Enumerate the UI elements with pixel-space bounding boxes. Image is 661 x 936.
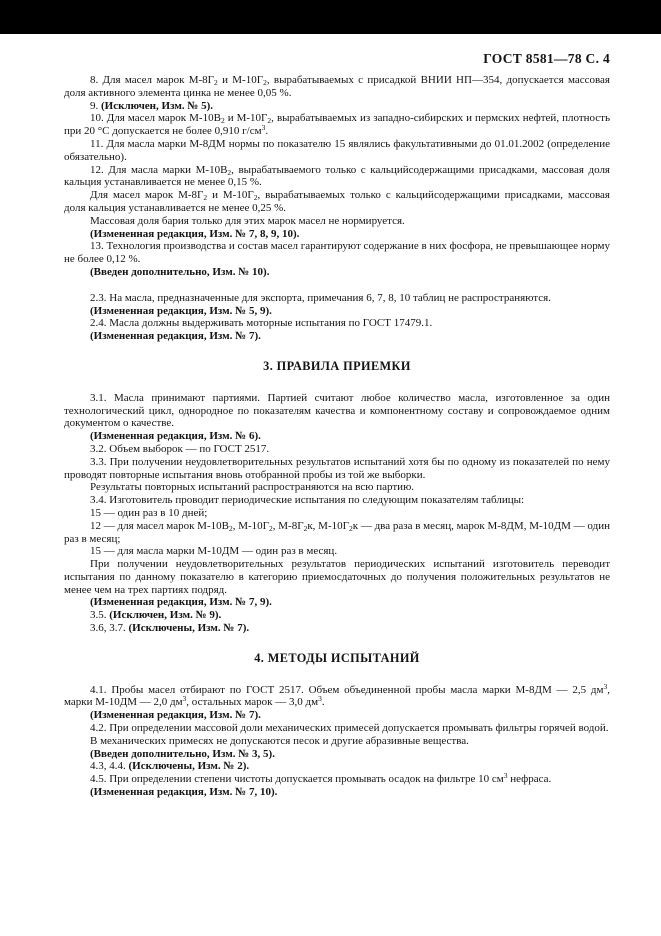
paragraph [64, 240, 610, 266]
text-run: 2 [263, 78, 267, 87]
text-run: (Измененная редакция, Изм. № 7, 8, 9, 10). [90, 227, 300, 240]
paragraph [64, 443, 610, 456]
paragraph [64, 100, 610, 113]
text-run: (Измененная редакция, Изм. № 7). [90, 709, 261, 722]
paragraph [64, 292, 610, 305]
paragraph [64, 622, 610, 635]
text-run: 3.2. Объем выборок — по ГОСТ 2517. [90, 442, 270, 455]
text-run: 3.6, 3.7. [90, 622, 129, 635]
text-run: 3.1. Масла принимают партиями. Партией считают любое количество масла, изготовленное за один технологический цикл, однородное по показателям качества и компонентному составу и сопровождаемое одним документом о качестве. [64, 391, 610, 430]
paragraph [64, 305, 610, 318]
text-run: При получении неудовлетворительных результатов периодических испытаний изготовитель переводит испытания по данному показателю в категорию приемосдаточных до получения положительных результатов не менее чем на трех партиях подряд. [64, 558, 610, 596]
text-run: к, М-10Г [307, 519, 349, 532]
document-page [0, 51, 661, 799]
text-run: 8. Для масел марок М-8Г [90, 74, 215, 86]
text-run: 4.5. При определении степени чистоты допускается промывать осадок на фильтре 10 см [90, 773, 504, 786]
paragraph [64, 545, 610, 558]
paragraph [64, 112, 610, 138]
page-header: ГОСТ 8581—78 С. 4 [483, 51, 610, 66]
paragraph [64, 748, 610, 761]
text-run: (Измененная редакция, Изм. № 5, 9). [90, 304, 272, 317]
text-run: 3.5. [90, 609, 110, 622]
text-run: , вырабатываемых только с кальцийсодержащими присадками, массовая доля кальция устанавливается не менее 0,25 %. [64, 189, 610, 214]
text-run: 3 [318, 694, 322, 704]
text-run: нефраса. [507, 773, 552, 786]
text-run: 2 [214, 78, 218, 87]
text-run: (Исключен, Изм. № 9). [109, 609, 222, 622]
paragraph [64, 481, 610, 494]
text-run: , марки М-10ДМ — 2,0 дм [64, 683, 610, 709]
text-run: (Измененная редакция, Изм. № 7, 9). [90, 596, 272, 609]
text-run: 13. Технология производства и состав масел гарантируют содержание в них фосфора, не превышающее норму не более 0,12 %. [64, 240, 610, 266]
text-run: (Введен дополнительно, Изм. № 10). [90, 265, 270, 278]
text-run: 2 [253, 193, 258, 203]
paragraph [64, 266, 610, 279]
text-run: 2.3. На масла, предназначенные для экспорта, примечания 6, 7, 8, 10 таблиц не распространяются. [90, 291, 551, 304]
paragraph [64, 596, 610, 609]
text-run: к — два раза в месяц, марок М-8ДМ, М-10ДМ — один раз в месяц; [64, 519, 610, 545]
text-run: и М-10Г [207, 189, 254, 202]
text-run: Массовая доля бария только для этих марок масел не нормируется. [90, 214, 405, 227]
text-run: 15 — для масла марки М-10ДМ — один раз в месяц. [90, 545, 338, 558]
text-run: 4.2. При определении массовой доли механических примесей допускается промывать фильтры горячей водой. [90, 722, 609, 735]
text-run: В механических примесях не допускаются песок и другие абразивные вещества. [90, 734, 469, 747]
text-run: (Исключены, Изм. № 7). [128, 622, 250, 635]
text-run: , вырабатываемых из западно-сибирских и пермских нефтей, плотность при 20 °С допускается не более 0,910 г/см [64, 112, 610, 138]
paragraph [64, 317, 610, 330]
text-run: , вырабатываемого только с кальцийсодержащими присадками, массовая доля кальция устанавливается не менее 0,15 %. [64, 163, 610, 189]
text-run: Для масел марок М-8Г [90, 189, 204, 202]
text-run: 11. Для масла марки М-8ДМ нормы по показателю 15 являлись факультативными до 01.01.2002 (определение обязательно). [64, 137, 610, 163]
text-run: и М-10Г [217, 74, 264, 86]
paragraph [64, 138, 610, 164]
paragraph [64, 760, 610, 773]
text-run: Результаты повторных испытаний распространяются на всю партию. [90, 481, 415, 494]
paragraph [64, 189, 610, 215]
text-run: 2 [203, 193, 208, 203]
text-run: (Измененная редакция, Изм. № 6). [90, 430, 261, 443]
text-run: 15 — один раз в 10 дней; [90, 506, 208, 519]
text-run: 4. МЕТОДЫ ИСПЫТАНИЙ [254, 650, 420, 665]
text-run: 3 [182, 694, 187, 704]
text-run: , М-8Г [272, 519, 304, 532]
text-run: 2 [269, 523, 273, 533]
text-run: 3 [503, 771, 508, 781]
text-run: 3 [603, 681, 608, 691]
paragraph [64, 681, 610, 710]
text-run: 2 [267, 116, 272, 126]
text-run: 9. [90, 99, 101, 112]
text-run: 2 [220, 116, 225, 126]
paragraph [64, 74, 610, 100]
section-heading [64, 360, 610, 373]
paragraph [64, 330, 610, 343]
text-run: (Исключен, Изм. № 5). [101, 99, 214, 112]
paragraph [64, 773, 610, 786]
text-run: (Измененная редакция, Изм. № 7). [90, 330, 261, 343]
text-run: 4.3, 4.4. [90, 760, 129, 773]
text-run: , М-10Г [232, 519, 270, 532]
text-run: , вырабатываемых с присадкой ВНИИ НП—354, допускается массовая доля активного элемента цинка не менее 0,05 %. [64, 74, 610, 99]
section-heading [64, 652, 610, 665]
paragraph [64, 735, 610, 748]
text-run: 10. Для масел марок М-10В [90, 112, 221, 125]
text-run: , остальных марок — 3,0 дм [186, 696, 319, 709]
paragraph [64, 786, 610, 799]
paragraph [64, 507, 610, 520]
text-run: 3. ПРАВИЛА ПРИЕМКИ [263, 358, 411, 373]
text-run: 4.1. Пробы масел отбирают по ГОСТ 2517. Объем объединенной пробы масла марки М-8ДМ — 2,5 дм [90, 683, 604, 696]
text-run: 12 — для масел марок М-10В [90, 519, 229, 532]
text-run: 12. Для масла марки М-10В [90, 163, 228, 176]
paragraph [64, 228, 610, 241]
paragraph [64, 456, 610, 482]
text-run: 2 [303, 523, 308, 533]
document-content [64, 74, 610, 799]
text-run: и М-10Г [224, 112, 268, 125]
text-run: 3.4. Изготовитель проводит периодические испытания по следующим показателям таблицы: [90, 494, 525, 507]
text-run: 3 [261, 123, 266, 133]
text-run: (Измененная редакция, Изм. № 7, 10). [90, 786, 278, 799]
paragraph [64, 164, 610, 190]
text-run: . [265, 125, 269, 138]
paragraph [64, 558, 610, 596]
text-run: 3.3. При получении неудовлетворительных результатов испытаний хотя бы по одному из показателей по нему проводят повторные испытания вновь отобранной пробы из той же выборки. [64, 455, 610, 481]
paragraph [64, 609, 610, 622]
paragraph [64, 430, 610, 443]
paragraph [64, 392, 610, 430]
paragraph [64, 709, 610, 722]
text-run: . [321, 696, 325, 709]
paragraph [64, 494, 610, 507]
text-run: 2 [228, 523, 233, 533]
paragraph [64, 215, 610, 228]
scan-edge-bar [0, 0, 661, 34]
text-run: 2 [227, 167, 232, 177]
paragraph [64, 722, 610, 735]
text-run: 2.4. Масла должны выдерживать моторные испытания по ГОСТ 17479.1. [90, 317, 433, 330]
paragraph [64, 520, 610, 546]
text-run: (Введен дополнительно, Изм. № 3, 5). [90, 747, 275, 760]
text-run: (Исключены, Изм. № 2). [128, 760, 250, 773]
text-run: 2 [348, 523, 353, 533]
